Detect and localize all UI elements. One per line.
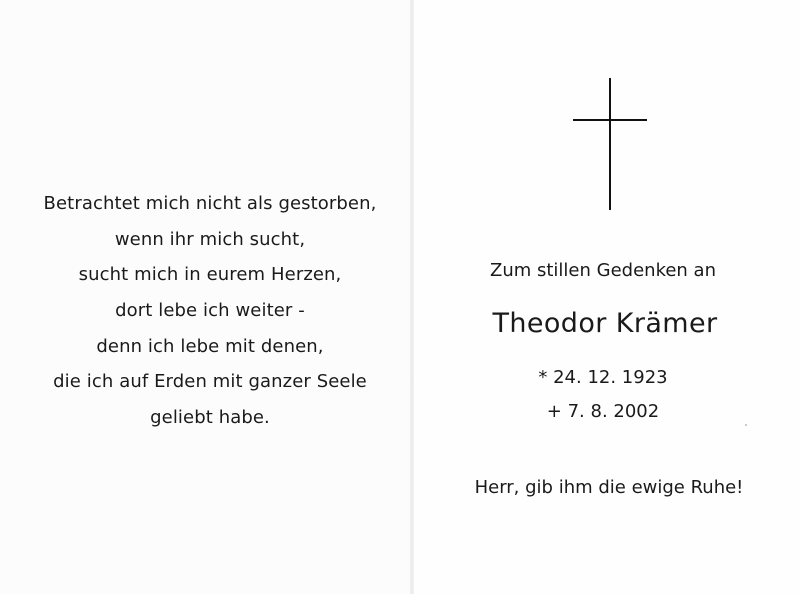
closing-prayer: Herr, gib ihm die ewige Ruhe! [474, 477, 744, 498]
poem [20, 186, 400, 436]
latin-cross-icon [573, 78, 647, 210]
cross-horizontal-bar [573, 119, 647, 121]
deceased-name: Theodor Krämer [492, 308, 718, 339]
poem-line: wenn ihr mich sucht, [114, 228, 306, 250]
paper-speck [745, 424, 747, 426]
memorial-intro: Zum stillen Gedenken an [490, 260, 716, 281]
death-date: + 7. 8. 2002 [546, 401, 660, 422]
birth-date: * 24. 12. 1923 [538, 367, 668, 388]
poem-line: Betrachtet mich nicht als gestorben, [43, 193, 377, 214]
poem-line: sucht mich in eurem Herzen, [78, 264, 342, 286]
poem-line: dort lebe ich weiter - [115, 300, 305, 322]
poem-line: geliebt habe. [150, 407, 270, 429]
poem-line: die ich auf Erden mit ganzer Seele [53, 371, 367, 393]
cross-vertical-bar [609, 78, 611, 210]
poem-line: denn ich lebe mit denen, [96, 335, 324, 357]
